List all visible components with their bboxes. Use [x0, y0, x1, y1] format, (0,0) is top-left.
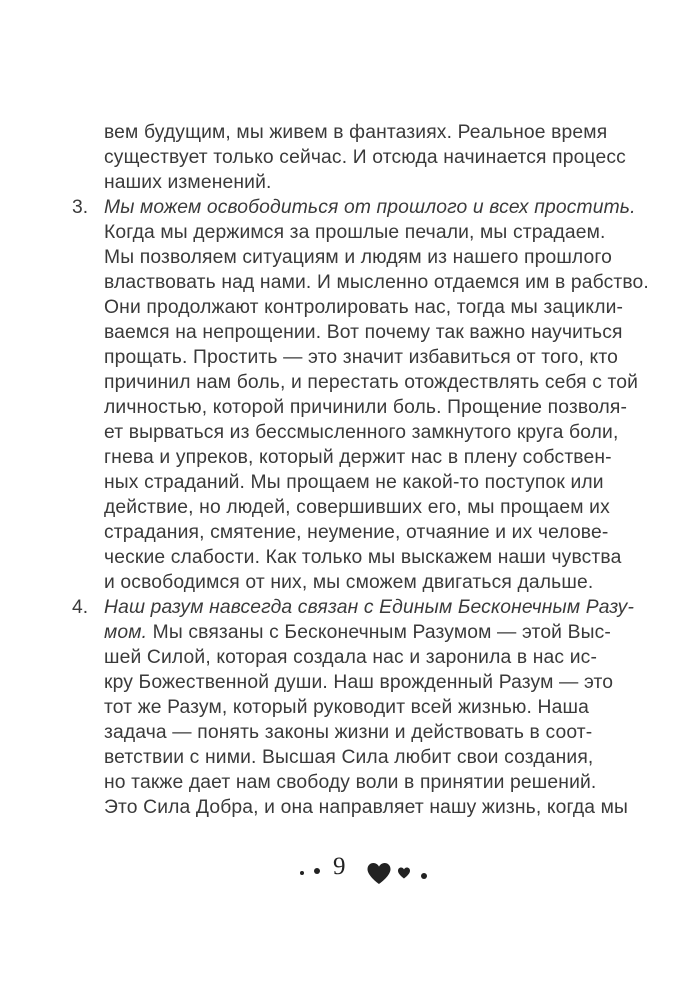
- text-line: личностью, которой причинили боль. Прощение позволя-: [104, 397, 628, 418]
- text-line: гнева и упреков, который держит нас в плену собствен-: [104, 447, 612, 468]
- list-number: 3.: [72, 197, 89, 218]
- text-line: ет вырваться из бессмысленного замкнутого круга боли,: [104, 422, 619, 443]
- dot-icon: [314, 868, 320, 874]
- text-line: действие, но людей, совершивших его, мы прощаем их: [104, 497, 610, 518]
- text-line: Это Сила Добра, и она направляет нашу жизнь, когда мы: [104, 797, 629, 818]
- text-line: ваемся на непрощении. Вот почему так важно научиться: [104, 322, 623, 343]
- text-line: но также дает нам свободу воли в принятии решений.: [104, 772, 597, 793]
- text-line: тот же Разум, который руководит всей жизнью. Наша: [104, 697, 589, 718]
- text-line: и освободимся от них, мы сможем двигаться дальше.: [104, 572, 594, 593]
- text-line: властвовать над нами. И мысленно отдаемся им в рабство.: [104, 272, 649, 293]
- text-line: [104, 621, 611, 645]
- dot-icon: [421, 873, 427, 879]
- text-line: наших изменений.: [104, 172, 272, 193]
- text-line: Мы позволяем ситуациям и людям из нашего прошлого: [104, 247, 613, 268]
- text-line: ных страданий. Мы прощаем не какой-то поступок или: [104, 472, 604, 493]
- item-4-heading-end: мом.: [104, 622, 148, 643]
- text-line: страдания, смятение, неумение, отчаяние и их челове-: [104, 522, 609, 543]
- text-line: вем будущим, мы живем в фантазиях. Реальное время: [104, 122, 608, 143]
- page-number: 9: [333, 853, 346, 880]
- text-line: кру Божественной души. Наш врожденный Разум — это: [104, 672, 614, 693]
- text-line: ческие слабости. Как только мы выскажем наши чувства: [104, 547, 622, 568]
- small-heart-icon: [397, 867, 411, 879]
- text-line: шей Силой, которая создала нас и заронила в нас ис-: [104, 647, 598, 668]
- text-line: прощать. Простить — это значит избавиться от того, кто: [104, 347, 618, 368]
- text-line: существует только сейчас. И отсюда начинается процесс: [104, 147, 626, 168]
- list-number: 4.: [72, 597, 89, 618]
- text-line: ветствии с ними. Высшая Сила любит свои создания,: [104, 747, 594, 768]
- text-line: причинил нам боль, и перестать отождествлять себя с той: [104, 372, 639, 393]
- text-line: Они продолжают контролировать нас, тогда мы зацикли-: [104, 297, 624, 318]
- page-footer: [0, 851, 686, 891]
- item-3-heading: Мы можем освободиться от прошлого и всех простить.: [104, 197, 636, 218]
- text-line-rest: Мы связаны с Бесконечным Разумом — этой Выс-: [147, 622, 611, 643]
- text-line: Когда мы держимся за прошлые печали, мы страдаем.: [104, 222, 606, 243]
- text-line: задача — понять законы жизни и действовать в соот-: [104, 722, 593, 743]
- small-dot-icon: [300, 871, 304, 875]
- item-4-heading: Наш разум навсегда связан с Единым Бесконечным Разу-: [104, 597, 635, 618]
- large-heart-icon: [366, 862, 392, 885]
